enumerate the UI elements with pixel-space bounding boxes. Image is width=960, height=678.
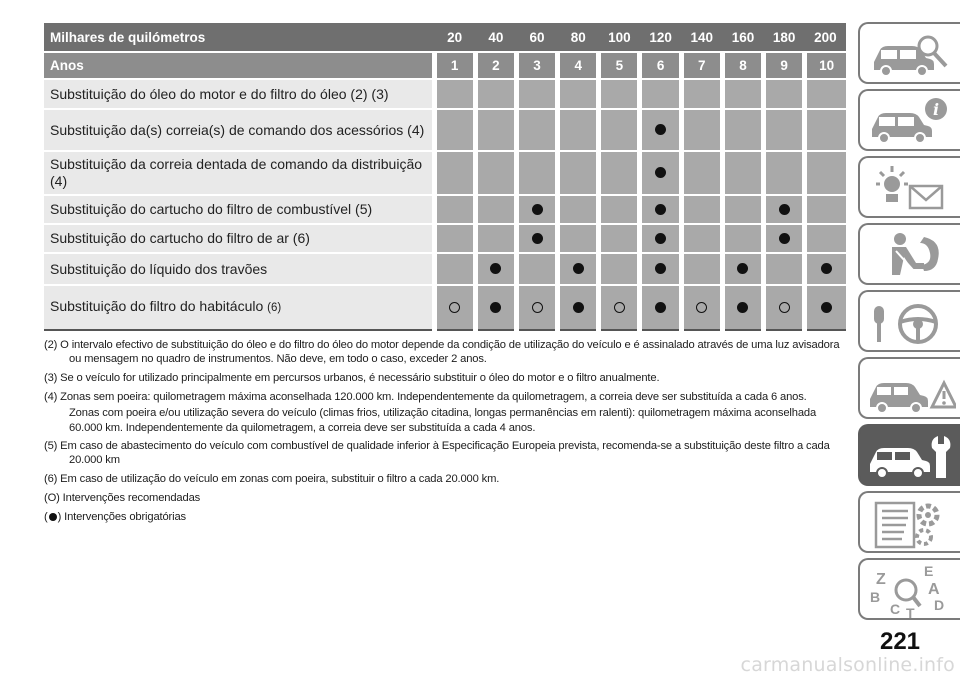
task-label-text: Substituição do óleo do motor e do filtro do óleo (2) (3) bbox=[50, 85, 389, 102]
sidebar-tab-technical-data[interactable] bbox=[858, 491, 960, 553]
car-wrench-icon bbox=[866, 430, 956, 484]
km-header-label: Milhares de quilómetros bbox=[44, 23, 434, 52]
interval-cell bbox=[599, 224, 640, 253]
svg-text:i: i bbox=[933, 100, 940, 119]
interval-cell bbox=[764, 109, 805, 151]
interval-cell bbox=[558, 195, 599, 224]
table-row bbox=[44, 109, 846, 151]
table-row bbox=[44, 195, 846, 224]
interval-cell bbox=[475, 253, 516, 285]
year-header-cell: 5 bbox=[599, 52, 640, 79]
recommended-circle-icon bbox=[449, 302, 460, 313]
interval-cell bbox=[640, 109, 681, 151]
footnote-6: (6) Em caso de utilização do veículo em zonas com poeira, substituir o filtro a cada 20.000 km. bbox=[44, 473, 500, 486]
interval-cell bbox=[516, 285, 557, 330]
table-row bbox=[44, 285, 846, 330]
car-search-icon bbox=[866, 28, 956, 82]
year-header-cell: 7 bbox=[681, 52, 722, 79]
interval-cell bbox=[516, 195, 557, 224]
task-rows bbox=[44, 79, 846, 330]
interval-cell bbox=[558, 224, 599, 253]
task-label-text: Substituição do cartucho do filtro de combustível (5) bbox=[50, 201, 373, 217]
interval-cell bbox=[599, 285, 640, 330]
table-row bbox=[44, 224, 846, 253]
car-breakdown-icon bbox=[866, 363, 956, 417]
legend-paren-open: ( bbox=[44, 510, 48, 523]
interval-cell bbox=[475, 79, 516, 109]
table-row bbox=[44, 253, 846, 285]
maintenance-schedule-table bbox=[44, 23, 846, 331]
required-dot-icon bbox=[779, 233, 790, 244]
interval-cell bbox=[640, 224, 681, 253]
years-header-label: Anos bbox=[44, 52, 434, 79]
footnote-3: (3) Se o veículo for utilizado principalmente em percursos urbanos, é necessário substituir o óleo do motor e o filtro anualmente. bbox=[44, 371, 660, 384]
interval-cell bbox=[764, 253, 805, 285]
interval-cell bbox=[722, 253, 763, 285]
airbag-seat-icon bbox=[866, 229, 956, 283]
index-letter: D bbox=[934, 597, 945, 613]
required-dot-icon bbox=[573, 302, 584, 313]
interval-cell bbox=[599, 195, 640, 224]
interval-cell bbox=[434, 79, 475, 109]
recommended-circle-icon bbox=[532, 302, 543, 313]
required-dot-icon bbox=[779, 204, 790, 215]
table-row bbox=[44, 79, 846, 109]
interval-cell bbox=[516, 224, 557, 253]
interval-cell bbox=[640, 195, 681, 224]
interval-cell bbox=[722, 109, 763, 151]
sidebar-tab-index[interactable] bbox=[858, 558, 960, 620]
page-number: 221 bbox=[879, 628, 921, 655]
footnote-4-continued: Zonas com poeira e/ou utilização severa do veículo (climas frios, utilização citadina, longas permanências em ralenti): quilometragem máxima aconselhada 60.000 km. Independentemente da quilometragem, a correia deve ser substituída a cada 4 anos. bbox=[69, 407, 817, 434]
task-label-text: Substituição do líquido dos travões bbox=[50, 260, 268, 277]
interval-cell bbox=[599, 253, 640, 285]
interval-cell bbox=[475, 151, 516, 195]
interval-cell bbox=[764, 79, 805, 109]
filled-dot-icon bbox=[49, 513, 57, 521]
index-letter: C bbox=[890, 601, 901, 617]
sidebar-tab-safety[interactable] bbox=[858, 223, 960, 285]
footnote-5: (5) Em caso de abastecimento do veículo com combustível de qualidade inferior à Especificação Europeia prevista, recomenda-se a substituição deste filtro a cada 20.000 km bbox=[44, 440, 830, 467]
year-header-cell: 9 bbox=[764, 52, 805, 79]
year-header-cell: 10 bbox=[805, 52, 846, 79]
task-label-text: Substituição do filtro do habitáculo bbox=[50, 298, 264, 314]
years-header-row bbox=[44, 52, 846, 79]
interval-cell bbox=[764, 285, 805, 330]
interval-cell bbox=[434, 224, 475, 253]
interval-cell bbox=[640, 79, 681, 109]
alphabet-index-icon bbox=[866, 564, 956, 618]
footnote-2: (2) O intervalo efectivo de substituição do óleo e do filtro do óleo do motor depende da condição de utilização do veículo e é assinalado através de uma luz avisadora ou mensagem no quadro de instrumentos. Não deve, em todo o caso, exceder 2 anos. bbox=[44, 339, 840, 366]
interval-cell bbox=[764, 195, 805, 224]
recommended-circle-icon bbox=[779, 302, 790, 313]
year-header-cell: 6 bbox=[640, 52, 681, 79]
interval-cell bbox=[681, 79, 722, 109]
interval-cell bbox=[805, 109, 846, 151]
sidebar-tab-car-info[interactable] bbox=[858, 89, 960, 151]
sidebar-tab-controls[interactable] bbox=[858, 290, 960, 352]
required-dot-icon bbox=[490, 302, 501, 313]
interval-cell bbox=[516, 109, 557, 151]
task-note-ref: (6) bbox=[267, 302, 282, 314]
required-dot-icon bbox=[737, 263, 748, 274]
interval-cell bbox=[722, 224, 763, 253]
footnote-4: (4) Zonas sem poeira: quilometragem máxima aconselhada 120.000 km. Independentemente da quilometragem, a correia deve ser substituída a cada 6 anos. bbox=[44, 390, 807, 403]
required-dot-icon bbox=[737, 302, 748, 313]
year-header-cell: 3 bbox=[516, 52, 557, 79]
interval-cell bbox=[805, 151, 846, 195]
interval-cell bbox=[681, 253, 722, 285]
sidebar-tab-warning-lights[interactable] bbox=[858, 156, 960, 218]
interval-cell bbox=[722, 79, 763, 109]
index-letter: T bbox=[906, 605, 915, 618]
required-dot-icon bbox=[821, 302, 832, 313]
interval-cell bbox=[805, 224, 846, 253]
interval-cell bbox=[640, 285, 681, 330]
table-row bbox=[44, 151, 846, 195]
task-label bbox=[44, 79, 434, 109]
required-dot-icon bbox=[532, 204, 543, 215]
sidebar-tab-car-search[interactable] bbox=[858, 22, 960, 84]
interval-cell bbox=[599, 79, 640, 109]
interval-cell bbox=[681, 285, 722, 330]
interval-cell bbox=[434, 195, 475, 224]
key-steering-wheel-icon bbox=[866, 296, 956, 350]
interval-cell bbox=[599, 109, 640, 151]
interval-cell bbox=[640, 151, 681, 195]
task-label bbox=[44, 253, 434, 285]
interval-cell bbox=[722, 285, 763, 330]
required-dot-icon bbox=[655, 124, 666, 135]
car-info-icon bbox=[866, 95, 956, 149]
required-dot-icon bbox=[532, 233, 543, 244]
task-label bbox=[44, 224, 434, 253]
km-header-cell: 200 bbox=[805, 23, 846, 52]
index-letter: Z bbox=[876, 571, 886, 588]
interval-cell bbox=[764, 151, 805, 195]
interval-cell bbox=[805, 195, 846, 224]
legend-required bbox=[44, 510, 849, 524]
year-header-cell: 8 bbox=[722, 52, 763, 79]
chapter-sidebar bbox=[858, 22, 960, 625]
index-letter: B bbox=[870, 589, 881, 605]
required-dot-icon bbox=[655, 233, 666, 244]
interval-cell bbox=[681, 195, 722, 224]
interval-cell bbox=[640, 253, 681, 285]
task-label bbox=[44, 285, 434, 330]
km-header-cell: 40 bbox=[475, 23, 516, 52]
recommended-circle-icon bbox=[696, 302, 707, 313]
watermark: carmanualsonline.info bbox=[740, 654, 955, 676]
interval-cell bbox=[558, 151, 599, 195]
interval-cell bbox=[558, 253, 599, 285]
required-dot-icon bbox=[655, 167, 666, 178]
recommended-circle-icon bbox=[614, 302, 625, 313]
required-dot-icon bbox=[655, 302, 666, 313]
interval-cell bbox=[805, 285, 846, 330]
interval-cell bbox=[434, 109, 475, 151]
year-header-cell: 4 bbox=[558, 52, 599, 79]
legend-required-text: ) Intervenções obrigatórias bbox=[57, 510, 186, 523]
interval-cell bbox=[599, 151, 640, 195]
interval-cell bbox=[681, 151, 722, 195]
interval-cell bbox=[434, 253, 475, 285]
required-dot-icon bbox=[573, 263, 584, 274]
required-dot-icon bbox=[490, 263, 501, 274]
index-letter: E bbox=[924, 564, 934, 579]
interval-cell bbox=[516, 151, 557, 195]
task-label-text: Substituição da(s) correia(s) de comando dos acessórios (4) bbox=[50, 121, 425, 138]
interval-cell bbox=[558, 109, 599, 151]
sidebar-tab-maintenance[interactable] bbox=[858, 424, 960, 486]
interval-cell bbox=[475, 195, 516, 224]
km-header-cell: 120 bbox=[640, 23, 681, 52]
required-dot-icon bbox=[655, 263, 666, 274]
interval-cell bbox=[722, 195, 763, 224]
footnotes bbox=[44, 338, 849, 528]
interval-cell bbox=[764, 224, 805, 253]
interval-cell bbox=[722, 151, 763, 195]
km-header-cell: 100 bbox=[599, 23, 640, 52]
interval-cell bbox=[681, 224, 722, 253]
interval-cell bbox=[434, 285, 475, 330]
interval-cell bbox=[805, 79, 846, 109]
interval-cell bbox=[805, 253, 846, 285]
task-label bbox=[44, 109, 434, 151]
year-header-cell: 2 bbox=[475, 52, 516, 79]
km-header-cell: 20 bbox=[434, 23, 475, 52]
interval-cell bbox=[475, 285, 516, 330]
task-label bbox=[44, 151, 434, 195]
km-header-cell: 80 bbox=[558, 23, 599, 52]
sidebar-tab-emergency[interactable] bbox=[858, 357, 960, 419]
interval-cell bbox=[681, 109, 722, 151]
required-dot-icon bbox=[821, 263, 832, 274]
spec-list-gear-icon bbox=[866, 497, 956, 551]
legend-recommended: (O) Intervenções recomendadas bbox=[44, 491, 201, 504]
required-dot-icon bbox=[655, 204, 666, 215]
interval-cell bbox=[475, 109, 516, 151]
interval-cell bbox=[558, 285, 599, 330]
km-header-cell: 140 bbox=[681, 23, 722, 52]
km-header-cell: 160 bbox=[722, 23, 763, 52]
year-header-cell: 1 bbox=[434, 52, 475, 79]
interval-cell bbox=[475, 224, 516, 253]
warning-light-mail-icon bbox=[866, 162, 956, 216]
task-label bbox=[44, 195, 434, 224]
index-letter: A bbox=[928, 581, 940, 598]
interval-cell bbox=[516, 253, 557, 285]
task-label-text: Substituição da correia dentada de comando da distribuição (4) bbox=[50, 156, 423, 189]
km-header-cell: 60 bbox=[516, 23, 557, 52]
interval-cell bbox=[516, 79, 557, 109]
interval-cell bbox=[558, 79, 599, 109]
interval-cell bbox=[434, 151, 475, 195]
task-label-text: Substituição do cartucho do filtro de ar (6) bbox=[50, 230, 310, 246]
km-header-cell: 180 bbox=[764, 23, 805, 52]
km-header-row bbox=[44, 23, 846, 52]
